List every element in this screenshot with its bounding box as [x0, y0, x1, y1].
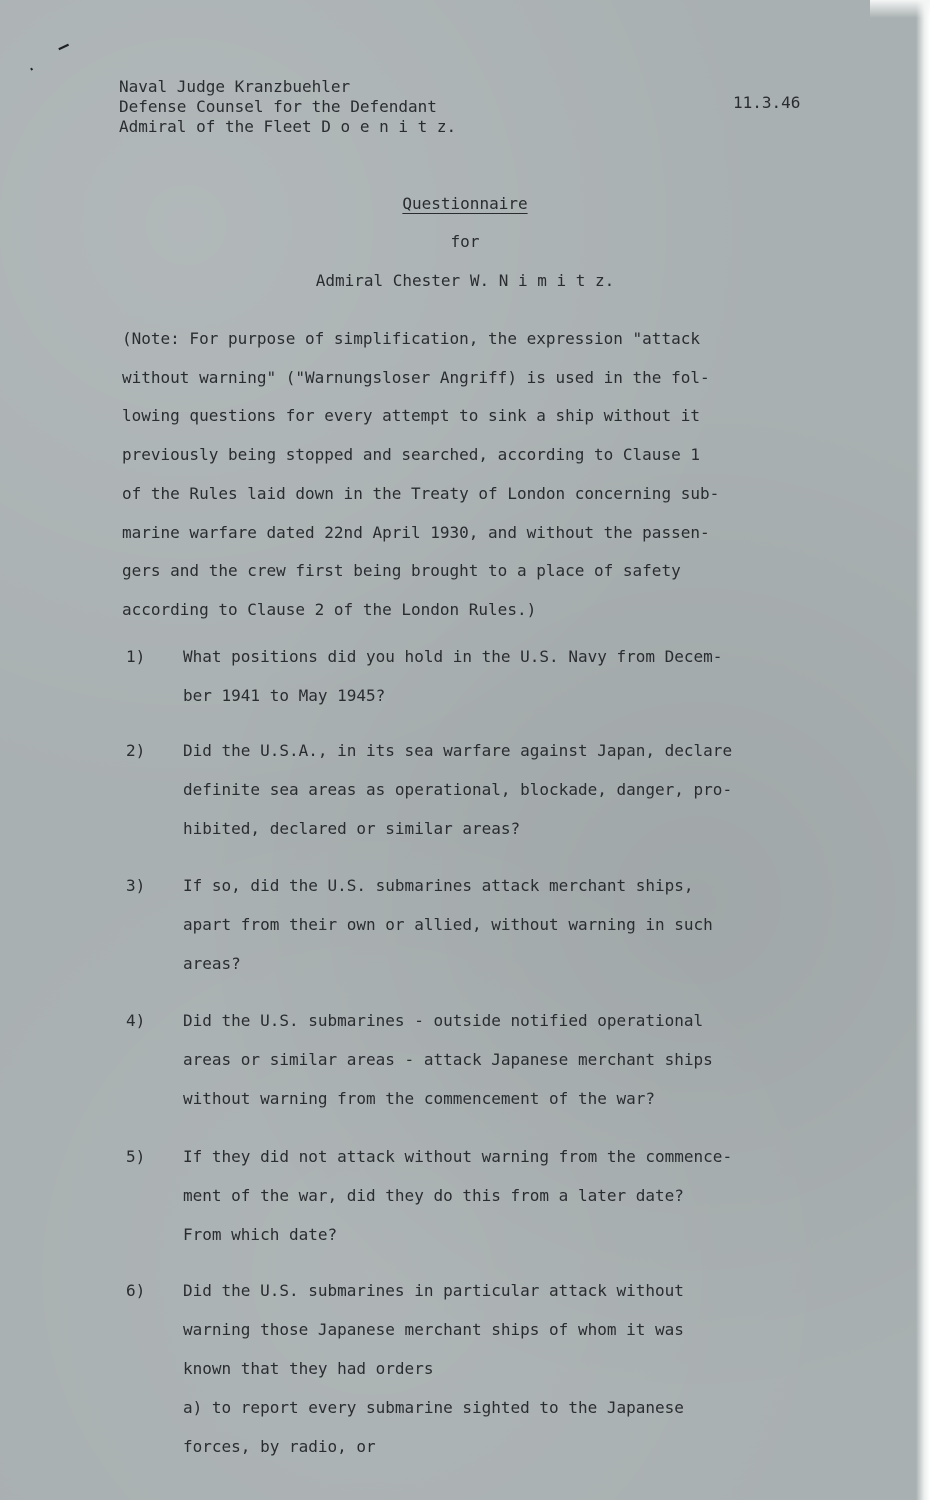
- header-line: Defense Counsel for the Defendant: [119, 97, 437, 116]
- header-line: Admiral of the Fleet D o e n i t z.: [119, 117, 457, 136]
- note-line: without warning" ("Warnungsloser Angriff) is used in the fol-: [122, 368, 710, 387]
- question-number: 2): [126, 741, 146, 760]
- question-number: 3): [126, 876, 146, 895]
- question-line: without warning from the commencement of the war?: [183, 1089, 656, 1108]
- paper-corner: [870, 0, 930, 18]
- question-line: warning those Japanese merchant ships of whom it was: [183, 1320, 684, 1339]
- question-line: If so, did the U.S. submarines attack merchant ships,: [183, 876, 694, 895]
- question-line: What positions did you hold in the U.S. Navy from Decem-: [183, 647, 723, 666]
- note-line: (Note: For purpose of simplification, the expression "attack: [122, 329, 700, 348]
- note-line: lowing questions for every attempt to sink a ship without it: [122, 406, 700, 425]
- question-line: areas?: [183, 954, 241, 973]
- note-line: gers and the crew first being brought to a place of safety: [122, 561, 681, 580]
- question-line: ber 1941 to May 1945?: [183, 686, 386, 705]
- pencil-mark: ‧: [26, 61, 39, 79]
- question-number: 1): [126, 647, 146, 666]
- pencil-mark: ―: [54, 34, 73, 59]
- question-number: 6): [126, 1281, 146, 1300]
- title-text: Questionnaire: [402, 194, 528, 213]
- question-line: areas or similar areas - attack Japanese merchant ships: [183, 1050, 713, 1069]
- document-date: 11.3.46: [733, 93, 801, 112]
- note-line: according to Clause 2 of the London Rules.): [122, 600, 537, 619]
- header-line: Naval Judge Kranzbuehler: [119, 77, 351, 96]
- question-number: 4): [126, 1011, 146, 1030]
- paper-edge: [916, 0, 930, 1500]
- note-line: previously being stopped and searched, according to Clause 1: [122, 445, 700, 464]
- question-line: Did the U.S. submarines in particular attack without: [183, 1281, 684, 1300]
- question-line: apart from their own or allied, without warning in such: [183, 915, 713, 934]
- question-line: hibited, declared or similar areas?: [183, 819, 521, 838]
- title-subject: Admiral Chester W. N i m i t z.: [315, 271, 615, 290]
- question-line: Did the U.S. submarines - outside notified operational: [183, 1011, 704, 1030]
- question-line: definite sea areas as operational, blockade, danger, pro-: [183, 780, 733, 799]
- question-line: known that they had orders: [183, 1359, 434, 1378]
- question-line: If they did not attack without warning from the commence-: [183, 1147, 733, 1166]
- title-connector: for: [450, 232, 480, 251]
- note-line: of the Rules laid down in the Treaty of London concerning sub-: [122, 484, 720, 503]
- question-number: 5): [126, 1147, 146, 1166]
- question-subitem: a) to report every submarine sighted to the Japanese: [183, 1398, 684, 1417]
- document-title: [0, 196, 930, 212]
- question-line: From which date?: [183, 1225, 338, 1244]
- note-line: marine warfare dated 22nd April 1930, and without the passen-: [122, 523, 710, 542]
- question-line: ment of the war, did they do this from a later date?: [183, 1186, 684, 1205]
- question-line: Did the U.S.A., in its sea warfare against Japan, declare: [183, 741, 733, 760]
- question-line: forces, by radio, or: [183, 1437, 376, 1456]
